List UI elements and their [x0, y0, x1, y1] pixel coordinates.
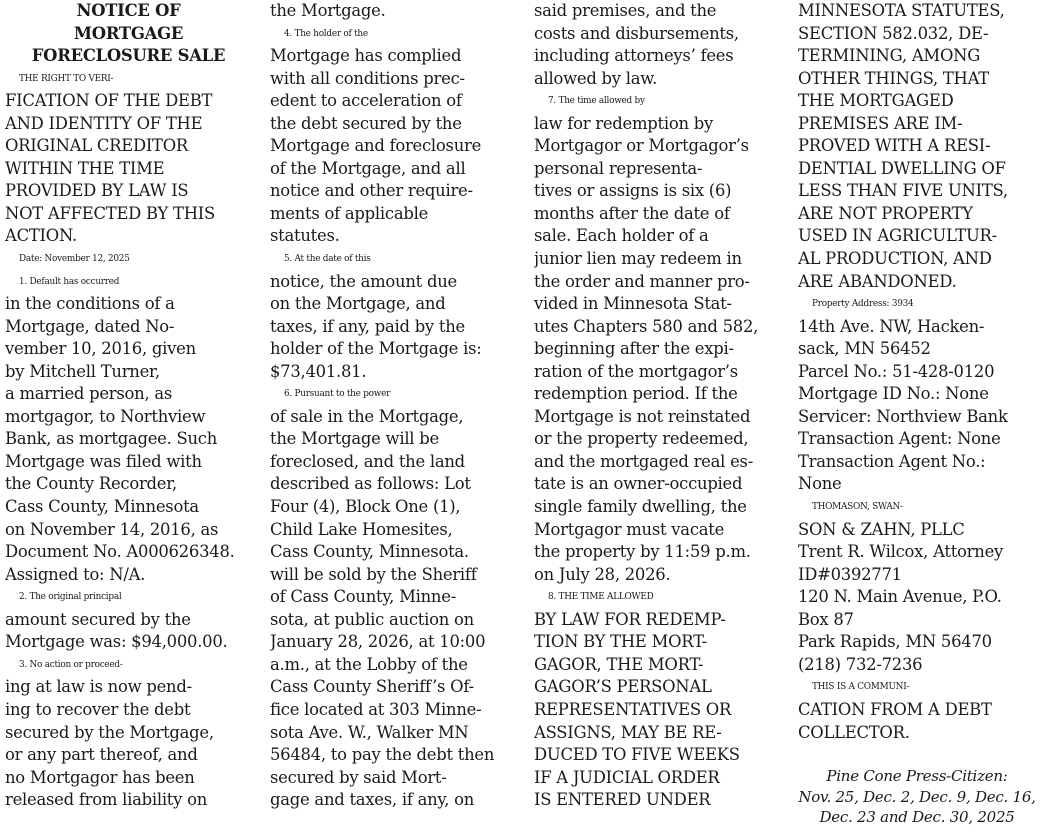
notice-text-line: redemption period. If the — [534, 384, 738, 404]
notice-text-line: Mortgage ID No.: None — [798, 384, 989, 404]
notice-text-line: gage and taxes, if any, on — [270, 790, 475, 810]
notice-text-line: COLLECTOR. — [798, 722, 910, 742]
notice-text-line: TERMINING, AMONG — [798, 46, 981, 66]
notice-text-line: PREMISES ARE IM- — [798, 113, 963, 133]
notice-text-line: IS ENTERED UNDER — [534, 790, 711, 810]
publication-citation — [798, 766, 1036, 828]
notice-text-line: FICATION OF THE DEBT — [5, 91, 213, 111]
column-3 — [534, 0, 782, 832]
notice-text-line: $73,401.81. — [270, 361, 367, 381]
notice-text-line: said premises, and the — [534, 1, 717, 20]
notice-text-line: Mortgagor must vacate — [534, 519, 725, 539]
notice-text-line: ID#0392771 — [798, 564, 902, 584]
notice-text-line: 14th Ave. NW, Hacken- — [798, 316, 985, 336]
column-1 — [5, 0, 252, 832]
notice-text-line: Box 87 — [798, 609, 854, 629]
notice-text-line: MINNESOTA STATUTES, — [798, 1, 1005, 20]
notice-text-line: of the Mortgage, and all — [270, 158, 466, 178]
notice-text-line: ORIGINAL CREDITOR — [5, 136, 189, 156]
notice-text-line: a married person, as — [5, 384, 173, 404]
notice-text-line: Cass County Sheriff’s Of- — [270, 677, 474, 697]
notice-text-line: 4. The holder of the — [284, 28, 368, 39]
notice-text-line: January 28, 2026, at 10:00 — [270, 632, 486, 652]
notice-text-line: in the conditions of a — [5, 294, 175, 314]
notice-text-line: 6. Pursuant to the power — [284, 389, 391, 400]
notice-text-line: of sale in the Mortgage, — [270, 406, 464, 426]
notice-text-line: the County Recorder, — [5, 474, 177, 494]
notice-text-line: sota Ave. W., Walker MN — [270, 722, 469, 742]
notice-text-line: costs and disbursements, — [534, 23, 739, 43]
notice-title — [5, 0, 252, 68]
notice-text-line: the Mortgage will be — [270, 429, 439, 449]
notice-text-line: GAGOR, THE MORT- — [534, 654, 704, 674]
notice-text-line: Property Address: 3934 — [812, 299, 914, 310]
notice-text-line: tives or assigns is six (6) — [534, 181, 732, 201]
notice-text-line: and the mortgaged real es- — [534, 451, 753, 471]
notice-text-line: SON & ZAHN, PLLC — [798, 519, 965, 539]
notice-text-line: vember 10, 2016, given — [5, 339, 196, 359]
notice-text-line: Mortgagor or Mortgagor’s — [534, 136, 749, 156]
notice-text-line: THE RIGHT TO VERI- — [19, 73, 114, 84]
notice-text-line: or any part thereof, and — [5, 745, 198, 765]
notice-text-line: Cass County, Minnesota. — [270, 542, 469, 562]
notice-text-line: DUCED TO FIVE WEEKS — [534, 745, 740, 765]
notice-text-line: TION BY THE MORT- — [534, 632, 707, 652]
notice-text-line: DENTIAL DWELLING OF — [798, 158, 1006, 178]
notice-text-line: NOT AFFECTED BY THIS — [5, 203, 215, 223]
notice-text-line: tate is an owner-occupied — [534, 474, 743, 494]
notice-text-line: foreclosed, and the land — [270, 451, 465, 471]
notice-title-line: NOTICE OF — [76, 1, 181, 20]
notice-text-line: or the property redeemed, — [534, 429, 749, 449]
notice-text-line: with all conditions prec- — [270, 68, 465, 88]
notice-text-line: Mortgage has complied — [270, 46, 462, 66]
notice-text-line: THE MORTGAGED — [798, 91, 954, 111]
notice-text-line: personal representa- — [534, 158, 703, 178]
notice-text-line: AL PRODUCTION, AND — [798, 249, 992, 269]
notice-text-line: including attorneys’ fees — [534, 46, 734, 66]
notice-text-line: law for redemption by — [534, 113, 713, 133]
notice-text-line: statutes. — [270, 226, 340, 246]
notice-text-line: PROVED WITH A RESI- — [798, 136, 991, 156]
notice-text-line: Mortgage and foreclosure — [270, 136, 482, 156]
notice-text-line: 7. The time allowed by — [548, 96, 645, 107]
notice-text-line: ASSIGNS, MAY BE RE- — [534, 722, 722, 742]
notice-text-line: Mortgage was filed with — [5, 451, 202, 471]
notice-text-line: WITHIN THE TIME — [5, 158, 165, 178]
notice-text-line: USED IN AGRICULTUR- — [798, 226, 997, 246]
notice-text-line: sale. Each holder of a — [534, 226, 709, 246]
notice-text-line: 8. THE TIME ALLOWED — [548, 592, 654, 603]
notice-text-line: mortgagor, to Northview — [5, 406, 206, 426]
notice-text-line: Parcel No.: 51-428-0120 — [798, 361, 995, 381]
notice-text-line: the debt secured by the — [270, 113, 462, 133]
notice-text-line: on November 14, 2016, as — [5, 519, 219, 539]
notice-text-line: secured by the Mortgage, — [5, 722, 214, 742]
notice-title-line: FORECLOSURE SALE — [31, 46, 226, 66]
notice-text-line: Document No. A000626348. — [5, 542, 235, 562]
column-4 — [798, 0, 1036, 832]
notice-text-line: a.m., at the Lobby of the — [270, 654, 468, 674]
notice-text-line: edent to acceleration of — [270, 91, 462, 111]
notice-text-line: on July 28, 2026. — [534, 564, 671, 584]
notice-text-line: the order and manner pro- — [534, 271, 750, 291]
publication-line: Pine Cone Press-Citizen: — [826, 767, 1008, 786]
notice-text-line: Cass County, Minnesota — [5, 497, 199, 517]
notice-text-line: utes Chapters 580 and 582, — [534, 316, 759, 336]
notice-text-line: OTHER THINGS, THAT — [798, 68, 989, 88]
notice-text-line: ACTION. — [5, 226, 77, 246]
notice-text-line: Mortgage, dated No- — [5, 316, 175, 336]
notice-text-line: 5. At the date of this — [284, 254, 371, 265]
notice-text-line: THIS IS A COMMUNI- — [812, 682, 910, 693]
notice-text-line: vided in Minnesota Stat- — [534, 294, 732, 314]
column-2 — [270, 0, 517, 832]
notice-text-line: secured by said Mort- — [270, 767, 447, 787]
notice-text-line: LESS THAN FIVE UNITS, — [798, 181, 1008, 201]
notice-text-line: fice located at 303 Minne- — [270, 699, 482, 719]
notice-text-line: taxes, if any, paid by the — [270, 316, 465, 336]
notice-text-line: no Mortgagor has been — [5, 767, 195, 787]
notice-text-line: Servicer: Northview Bank — [798, 406, 1008, 426]
notice-text-line: notice, the amount due — [270, 271, 457, 291]
notice-text-line: ration of the mortgagor’s — [534, 361, 738, 381]
notice-text-line: ing at law is now pend- — [5, 677, 192, 697]
notice-text-line: 2. The original principal — [19, 592, 122, 603]
notice-text-line: 56484, to pay the debt then — [270, 745, 495, 765]
notice-text-line: notice and other require- — [270, 181, 473, 201]
notice-text-line: will be sold by the Sheriff — [270, 564, 477, 584]
notice-text-line: Date: November 12, 2025 — [19, 254, 130, 265]
notice-text-line: IF A JUDICIAL ORDER — [534, 767, 720, 787]
notice-text-line: AND IDENTITY OF THE — [5, 113, 203, 133]
notice-text-line: Four (4), Block One (1), — [270, 497, 461, 517]
notice-text-line: holder of the Mortgage is: — [270, 339, 482, 359]
notice-text-line: (218) 732-7236 — [798, 654, 923, 674]
notice-text-line: Transaction Agent: None — [798, 429, 1001, 449]
notice-text-line: Child Lake Homesites, — [270, 519, 453, 539]
notice-text-line: ARE NOT PROPERTY — [798, 203, 973, 223]
notice-text-line: SECTION 582.032, DE- — [798, 23, 989, 43]
notice-text-line: Bank, as mortgagee. Such — [5, 429, 218, 449]
publication-line: Nov. 25, Dec. 2, Dec. 9, Dec. 16, — [798, 787, 1036, 806]
notice-text-line: junior lien may redeem in — [534, 249, 742, 269]
notice-text-line: ments of applicable — [270, 203, 429, 223]
notice-text-line: ARE ABANDONED. — [798, 271, 957, 291]
notice-text-line: the property by 11:59 p.m. — [534, 542, 751, 562]
notice-text-line: described as follows: Lot — [270, 474, 471, 494]
publication-line: Dec. 23 and Dec. 30, 2025 — [819, 808, 1015, 827]
notice-text-line: 120 N. Main Avenue, P.O. — [798, 587, 1002, 607]
notice-text-line: BY LAW FOR REDEMP- — [534, 609, 726, 629]
notice-text-line: Assigned to: N/A. — [5, 564, 146, 584]
notice-text-line: by Mitchell Turner, — [5, 361, 160, 381]
notice-text-line: single family dwelling, the — [534, 497, 747, 517]
notice-text-line: sota, at public auction on — [270, 609, 474, 629]
notice-text-line: REPRESENTATIVES OR — [534, 699, 732, 719]
notice-text-line: on the Mortgage, and — [270, 294, 446, 314]
notice-text-line: GAGOR’S PERSONAL — [534, 677, 712, 697]
notice-text-line: CATION FROM A DEBT — [798, 699, 992, 719]
notice-text-line: ing to recover the debt — [5, 699, 191, 719]
notice-title-line: MORTGAGE — [73, 23, 184, 43]
notice-text-line: Transaction Agent No.: — [798, 451, 986, 471]
notice-text-line: beginning after the expi- — [534, 339, 734, 359]
notice-text-line: None — [798, 474, 842, 494]
notice-text-line: of Cass County, Minne- — [270, 587, 456, 607]
notice-text-line: Trent R. Wilcox, Attorney — [798, 542, 1004, 562]
notice-text-line: 1. Default has occurred — [19, 276, 120, 287]
notice-text-line: Mortgage was: $94,000.00. — [5, 632, 228, 652]
notice-text-line: amount secured by the — [5, 609, 191, 629]
notice-text-line: Mortgage is not reinstated — [534, 406, 751, 426]
notice-text-line: the Mortgage. — [270, 1, 386, 20]
notice-text-line: allowed by law. — [534, 68, 658, 88]
notice-text-line: sack, MN 56452 — [798, 339, 931, 359]
notice-text-line: THOMASON, SWAN- — [812, 502, 903, 513]
notice-text-line: released from liability on — [5, 790, 208, 810]
notice-text-line: Park Rapids, MN 56470 — [798, 632, 992, 652]
notice-text-line: PROVIDED BY LAW IS — [5, 181, 189, 201]
notice-text-line: 3. No action or proceed- — [19, 659, 123, 670]
notice-text-line: months after the date of — [534, 203, 730, 223]
